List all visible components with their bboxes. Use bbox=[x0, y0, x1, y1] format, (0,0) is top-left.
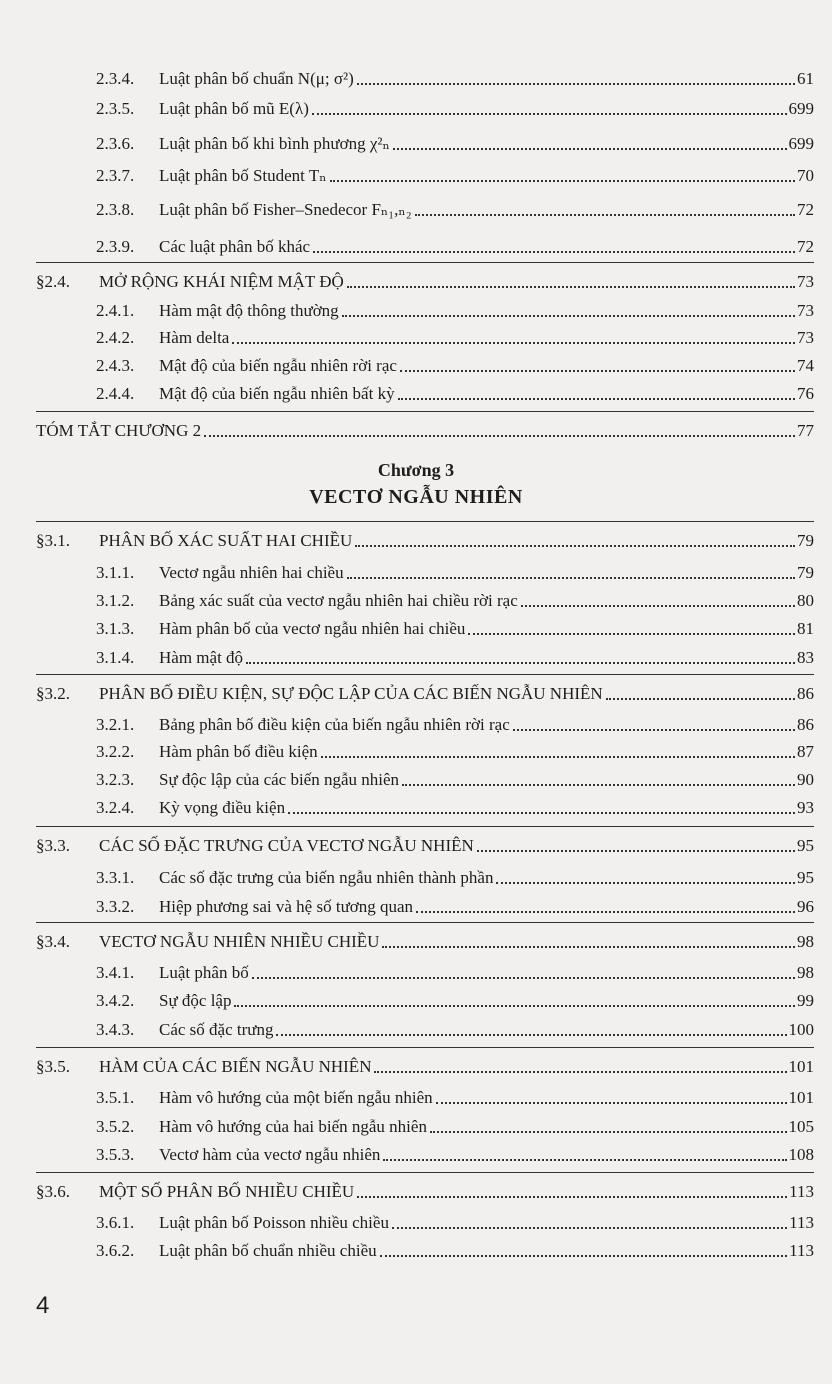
leader-dots bbox=[430, 1131, 787, 1133]
entry-title: Luật phân bố chuẩn nhiều chiều bbox=[159, 1241, 377, 1260]
entry-title: Luật phân bố Student Tₙ bbox=[159, 166, 327, 185]
entry-page: 61 bbox=[797, 69, 814, 88]
toc-entry-3-3-1 bbox=[96, 867, 814, 889]
toc-entry-3-5-1 bbox=[96, 1087, 814, 1109]
section-page: 98 bbox=[797, 932, 814, 951]
section-title: CÁC SỐ ĐẶC TRƯNG CỦA VECTƠ NGẪU NHIÊN bbox=[99, 836, 474, 855]
toc-entry-2-4-4 bbox=[96, 383, 814, 405]
entry-title: Luật phân bố mũ E(λ) bbox=[159, 99, 309, 118]
toc-entry-2-3-9 bbox=[96, 236, 814, 258]
entry-number: 3.5.3. bbox=[96, 1145, 135, 1164]
leader-dots bbox=[383, 1159, 786, 1161]
toc-section-3-3 bbox=[36, 835, 814, 857]
section-number: §3.5. bbox=[36, 1057, 70, 1076]
leader-dots bbox=[496, 882, 795, 884]
entry-page: 108 bbox=[788, 1145, 814, 1164]
toc-section-3-1 bbox=[36, 530, 814, 552]
toc-entry-3-2-2 bbox=[96, 741, 814, 763]
leader-dots bbox=[606, 698, 795, 700]
entry-page: 70 bbox=[797, 166, 814, 185]
leader-dots bbox=[342, 315, 795, 317]
entry-number: 3.2.2. bbox=[96, 742, 135, 761]
section-number: §3.2. bbox=[36, 684, 70, 703]
leader-dots bbox=[347, 577, 795, 579]
section-number: §3.3. bbox=[36, 836, 70, 855]
entry-page: 95 bbox=[797, 868, 814, 887]
leader-dots bbox=[380, 1255, 788, 1257]
toc-entry-3-1-3 bbox=[96, 618, 814, 640]
leader-dots bbox=[288, 812, 795, 814]
entry-title: Luật phân bố chuẩn N(μ; σ²) bbox=[159, 69, 354, 88]
toc-entry-2-4-3 bbox=[96, 355, 814, 377]
section-divider bbox=[36, 674, 814, 675]
toc-section-3-6 bbox=[36, 1181, 814, 1203]
entry-page: 72 bbox=[797, 200, 814, 219]
entry-number: 2.3.7. bbox=[96, 166, 135, 185]
entry-page: 73 bbox=[797, 328, 814, 347]
toc-chapter-summary bbox=[36, 420, 814, 442]
leader-dots bbox=[513, 729, 795, 731]
entry-page: 113 bbox=[789, 1213, 814, 1232]
entry-number: 3.6.1. bbox=[96, 1213, 135, 1232]
entry-number: 2.3.4. bbox=[96, 69, 135, 88]
toc-entry-3-2-3 bbox=[96, 769, 814, 791]
section-divider bbox=[36, 411, 814, 412]
entry-title: Luật phân bố Poisson nhiều chiều bbox=[159, 1213, 389, 1232]
entry-page: 79 bbox=[797, 563, 814, 582]
entry-title: Hàm phân bố điều kiện bbox=[159, 742, 318, 761]
entry-title: Luật phân bố Fisher–Snedecor Fₙ₁,ₙ₂ bbox=[159, 200, 412, 219]
section-title: PHÂN BỐ XÁC SUẤT HAI CHIỀU bbox=[99, 531, 353, 550]
entry-title: Các số đặc trưng của biến ngẫu nhiên thành phần bbox=[159, 868, 494, 887]
section-divider bbox=[36, 826, 814, 827]
leader-dots bbox=[392, 1227, 787, 1229]
entry-page: 100 bbox=[788, 1020, 814, 1039]
entry-title: Bảng phân bố điều kiện của biến ngẫu nhiên rời rạc bbox=[159, 715, 510, 734]
leader-dots bbox=[204, 435, 795, 437]
toc-entry-3-1-4 bbox=[96, 647, 814, 669]
entry-title: Luật phân bố khi bình phương χ²ₙ bbox=[159, 134, 390, 153]
entry-title: Hàm vô hướng của hai biến ngẫu nhiên bbox=[159, 1117, 427, 1136]
entry-page: 80 bbox=[797, 591, 814, 610]
section-divider bbox=[36, 922, 814, 923]
leader-dots bbox=[357, 1196, 787, 1198]
leader-dots bbox=[234, 1005, 795, 1007]
toc-entry-2-4-2 bbox=[96, 327, 814, 349]
leader-dots bbox=[382, 946, 795, 948]
leader-dots bbox=[416, 911, 795, 913]
section-page: 113 bbox=[789, 1182, 814, 1201]
entry-page: 83 bbox=[797, 648, 814, 667]
leader-dots bbox=[477, 850, 795, 852]
toc-entry-3-1-2 bbox=[96, 590, 814, 612]
entry-number: 3.1.4. bbox=[96, 648, 135, 667]
section-title: PHÂN BỐ ĐIỀU KIỆN, SỰ ĐỘC LẬP CỦA CÁC BIẾN NGẪU NHIÊN bbox=[99, 684, 603, 703]
section-page: 79 bbox=[797, 531, 814, 550]
entry-page: 73 bbox=[797, 301, 814, 320]
entry-page: 87 bbox=[797, 742, 814, 761]
entry-title: Luật phân bố bbox=[159, 963, 249, 982]
entry-page: 76 bbox=[797, 384, 814, 403]
section-number: §2.4. bbox=[36, 272, 70, 291]
entry-title: Sự độc lập của các biến ngẫu nhiên bbox=[159, 770, 400, 789]
entry-page: 96 bbox=[797, 897, 814, 916]
entry-title: Hàm phân bố của vectơ ngẫu nhiên hai chiều bbox=[159, 619, 466, 638]
entry-title: Kỳ vọng điều kiện bbox=[159, 798, 286, 817]
toc-entry-3-4-3 bbox=[96, 1019, 814, 1041]
chapter-title: VECTƠ NGẪU NHIÊN bbox=[309, 486, 523, 508]
toc-entry-3-4-1 bbox=[96, 962, 814, 984]
section-title: MỘT SỐ PHÂN BỐ NHIỀU CHIỀU bbox=[99, 1182, 355, 1201]
summary-page: 77 bbox=[797, 421, 814, 440]
entry-page: 699 bbox=[788, 134, 814, 153]
entry-number: 2.4.1. bbox=[96, 301, 135, 320]
toc-entry-3-2-4 bbox=[96, 797, 814, 819]
entry-number: 2.3.8. bbox=[96, 200, 135, 219]
toc-section-3-5 bbox=[36, 1056, 814, 1078]
leader-dots bbox=[312, 113, 787, 115]
toc-entry-2-3-8 bbox=[96, 199, 814, 221]
entry-number: 2.3.9. bbox=[96, 237, 135, 256]
entry-title: Hàm delta bbox=[159, 328, 230, 347]
toc-entry-3-2-1 bbox=[96, 714, 814, 736]
toc-entry-3-6-1 bbox=[96, 1212, 814, 1234]
entry-number: 3.3.2. bbox=[96, 897, 135, 916]
entry-title: Hàm mật độ thông thường bbox=[159, 301, 339, 320]
leader-dots bbox=[436, 1102, 787, 1104]
leader-dots bbox=[400, 370, 795, 372]
section-page: 73 bbox=[797, 272, 814, 291]
entry-number: 2.4.2. bbox=[96, 328, 135, 347]
section-page: 86 bbox=[797, 684, 814, 703]
entry-page: 90 bbox=[797, 770, 814, 789]
entry-title: Hiệp phương sai và hệ số tương quan bbox=[159, 897, 414, 916]
entry-title: Mật độ của biến ngẫu nhiên bất kỳ bbox=[159, 384, 395, 403]
section-title: MỞ RỘNG KHÁI NIỆM MẬT ĐỘ bbox=[99, 272, 344, 291]
leader-dots bbox=[347, 286, 795, 288]
entry-number: 2.4.3. bbox=[96, 356, 135, 375]
leader-dots bbox=[357, 83, 795, 85]
entry-title: Sự độc lập bbox=[159, 991, 232, 1010]
entry-page: 81 bbox=[797, 619, 814, 638]
toc-entry-3-4-2 bbox=[96, 990, 814, 1012]
leader-dots bbox=[398, 398, 795, 400]
leader-dots bbox=[246, 662, 795, 664]
entry-page: 72 bbox=[797, 237, 814, 256]
toc-entry-3-3-2 bbox=[96, 896, 814, 918]
page-number: 4 bbox=[36, 1292, 50, 1319]
entry-number: 3.2.3. bbox=[96, 770, 135, 789]
section-divider bbox=[36, 262, 814, 263]
entry-title: Bảng xác suất của vectơ ngẫu nhiên hai chiều rời rạc bbox=[159, 591, 518, 610]
toc-entry-2-3-4 bbox=[96, 68, 814, 90]
entry-title: Mật độ của biến ngẫu nhiên rời rạc bbox=[159, 356, 397, 375]
entry-page: 113 bbox=[789, 1241, 814, 1260]
entry-number: 2.3.6. bbox=[96, 134, 135, 153]
entry-page: 99 bbox=[797, 991, 814, 1010]
leader-dots bbox=[374, 1071, 786, 1073]
entry-page: 105 bbox=[788, 1117, 814, 1136]
entry-number: 3.4.1. bbox=[96, 963, 135, 982]
entry-title: Các luật phân bố khác bbox=[159, 237, 311, 256]
entry-page: 93 bbox=[797, 798, 814, 817]
section-page: 101 bbox=[788, 1057, 814, 1076]
entry-title: Các số đặc trưng bbox=[159, 1020, 274, 1039]
toc-section-3-2 bbox=[36, 683, 814, 705]
leader-dots bbox=[321, 756, 795, 758]
entry-number: 3.1.3. bbox=[96, 619, 135, 638]
entry-number: 3.1.2. bbox=[96, 591, 135, 610]
toc-entry-2-3-6 bbox=[96, 133, 814, 155]
toc-entry-2-4-1 bbox=[96, 300, 814, 322]
entry-number: 3.4.2. bbox=[96, 991, 135, 1010]
toc-entry-2-3-5 bbox=[96, 98, 814, 120]
section-title: HÀM CỦA CÁC BIẾN NGẪU NHIÊN bbox=[99, 1057, 372, 1076]
toc-entry-3-1-1 bbox=[96, 562, 814, 584]
section-divider bbox=[36, 521, 814, 522]
entry-page: 98 bbox=[797, 963, 814, 982]
entry-page: 699 bbox=[788, 99, 814, 118]
entry-title: Vectơ ngẫu nhiên hai chiều bbox=[159, 563, 344, 582]
section-divider bbox=[36, 1172, 814, 1173]
leader-dots bbox=[415, 214, 795, 216]
entry-number: 3.5.2. bbox=[96, 1117, 135, 1136]
section-divider bbox=[36, 1047, 814, 1048]
leader-dots bbox=[402, 784, 795, 786]
leader-dots bbox=[355, 545, 795, 547]
entry-number: 3.2.4. bbox=[96, 798, 135, 817]
entry-page: 101 bbox=[788, 1088, 814, 1107]
leader-dots bbox=[313, 251, 795, 253]
entry-page: 74 bbox=[797, 356, 814, 375]
toc-section-2-4 bbox=[36, 271, 814, 293]
leader-dots bbox=[252, 977, 795, 979]
toc-entry-3-5-3 bbox=[96, 1144, 814, 1166]
section-number: §3.6. bbox=[36, 1182, 70, 1201]
leader-dots bbox=[521, 605, 795, 607]
section-number: §3.1. bbox=[36, 531, 70, 550]
entry-page: 86 bbox=[797, 715, 814, 734]
section-number: §3.4. bbox=[36, 932, 70, 951]
leader-dots bbox=[276, 1034, 786, 1036]
chapter-label: Chương 3 bbox=[377, 460, 455, 480]
leader-dots bbox=[468, 633, 795, 635]
toc-entry-3-5-2 bbox=[96, 1116, 814, 1138]
section-title: VECTƠ NGẪU NHIÊN NHIỀU CHIỀU bbox=[99, 932, 380, 951]
section-page: 95 bbox=[797, 836, 814, 855]
entry-title: Hàm vô hướng của một biến ngẫu nhiên bbox=[159, 1088, 433, 1107]
summary-title: TÓM TẮT CHƯƠNG 2 bbox=[36, 421, 202, 440]
entry-number: 3.3.1. bbox=[96, 868, 135, 887]
toc-entry-3-6-2 bbox=[96, 1240, 814, 1262]
entry-title: Vectơ hàm của vectơ ngẫu nhiên bbox=[159, 1145, 381, 1164]
entry-title: Hàm mật độ bbox=[159, 648, 244, 667]
entry-number: 2.3.5. bbox=[96, 99, 135, 118]
toc-entry-2-3-7 bbox=[96, 165, 814, 187]
entry-number: 3.1.1. bbox=[96, 563, 135, 582]
entry-number: 2.4.4. bbox=[96, 384, 135, 403]
toc-section-3-4 bbox=[36, 931, 814, 953]
leader-dots bbox=[330, 180, 795, 182]
entry-number: 3.5.1. bbox=[96, 1088, 135, 1107]
leader-dots bbox=[232, 342, 795, 344]
leader-dots bbox=[393, 148, 787, 150]
entry-number: 3.4.3. bbox=[96, 1020, 135, 1039]
entry-number: 3.2.1. bbox=[96, 715, 135, 734]
entry-number: 3.6.2. bbox=[96, 1241, 135, 1260]
